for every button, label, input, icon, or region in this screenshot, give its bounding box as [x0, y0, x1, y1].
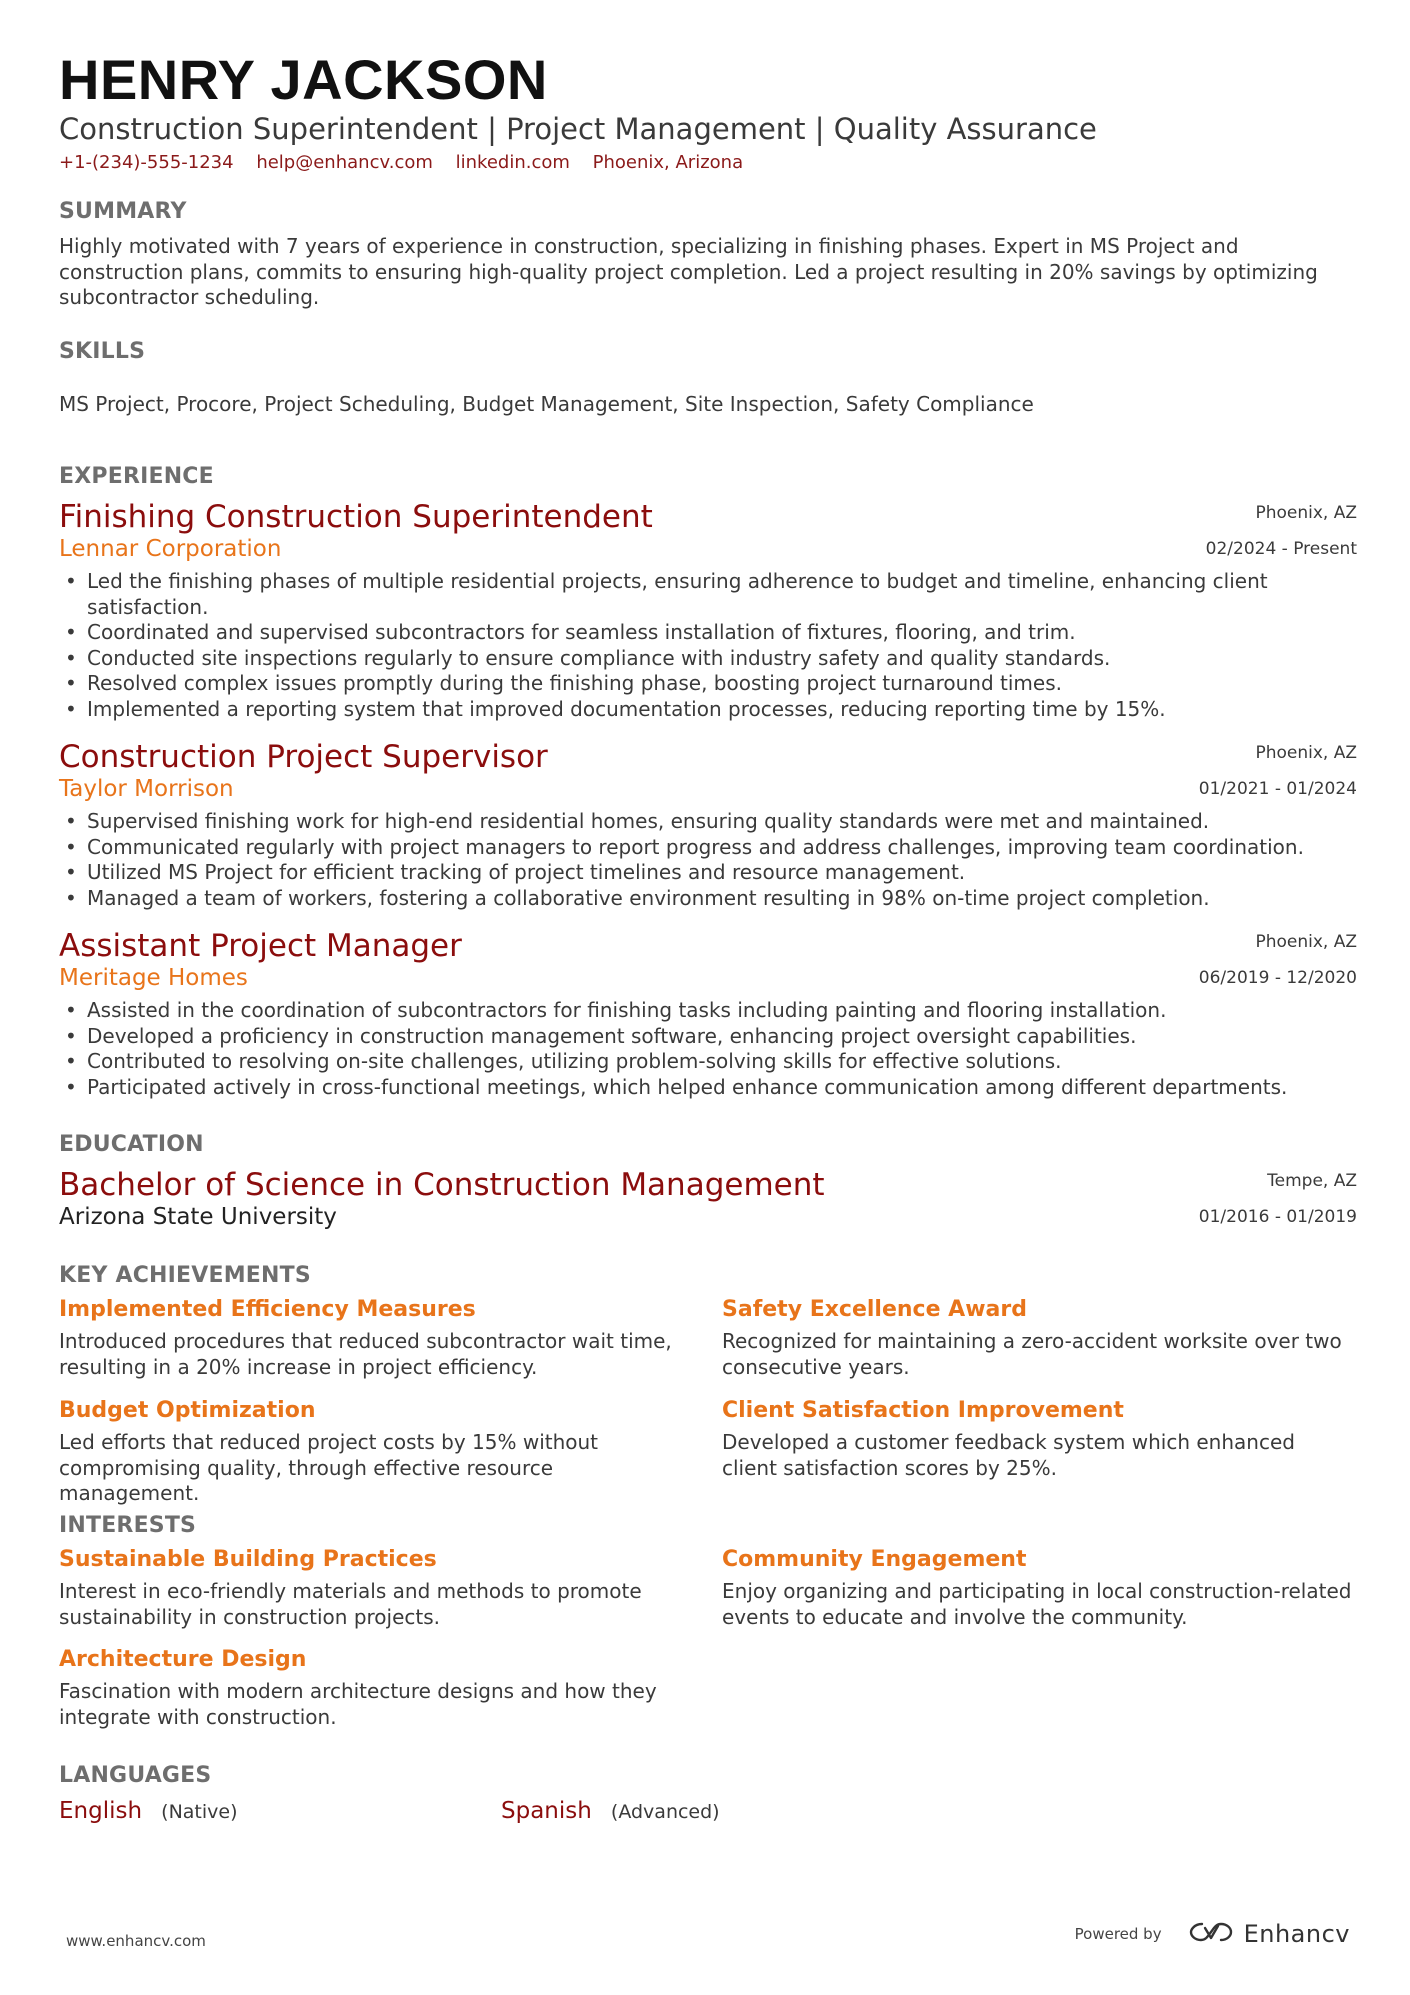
achievements-heading: KEY ACHIEVEMENTS: [59, 1263, 311, 1288]
language-level: (Native): [161, 1801, 238, 1823]
language-name: English: [59, 1798, 143, 1824]
headline: Construction Superintendent | Project Management | Quality Assurance: [59, 112, 1097, 146]
languages-heading: LANGUAGES: [59, 1763, 212, 1788]
interest-item: [722, 1546, 1352, 1630]
candidate-name: HENRY JACKSON: [59, 48, 548, 111]
company-name: Lennar Corporation: [59, 536, 282, 562]
bullet-item: • Participated actively in cross-functional meetings, which helped enhance communication among different departments.: [59, 1075, 1357, 1101]
achievement-desc: Recognized for maintaining a zero-accident worksite over two consecutive years.: [722, 1329, 1342, 1379]
experience-heading: EXPERIENCE: [59, 464, 214, 489]
achievement-title: Budget Optimization: [59, 1398, 316, 1423]
bullet-item: • Assisted in the coordination of subcontractors for finishing tasks including painting and flooring installation.: [59, 998, 1357, 1024]
achievement-item: [722, 1296, 1352, 1380]
achievement-title: Safety Excellence Award: [722, 1297, 1027, 1322]
interest-desc: Enjoy organizing and participating in local construction-related events to educate and involve the community.: [722, 1579, 1352, 1629]
job-dates: 01/2021 - 01/2024: [1198, 779, 1357, 799]
bullet-item: • Led the finishing phases of multiple residential projects, ensuring adherence to budget and timeline, enhancing client satisfaction.: [59, 569, 1357, 620]
job-location: Phoenix, AZ: [1255, 503, 1357, 523]
contact-line: [59, 151, 760, 175]
skills-text: MS Project, Procore, Project Scheduling, Budget Management, Site Inspection, Safety Compliance: [59, 392, 1034, 416]
achievement-title: Client Satisfaction Improvement: [722, 1398, 1124, 1423]
education-entry: [59, 1166, 1357, 1236]
language-item: [59, 1796, 238, 1826]
bullet-item: • Supervised finishing work for high-end residential homes, ensuring quality standards were met and maintained.: [59, 809, 1357, 835]
achievement-desc: Introduced procedures that reduced subcontractor wait time, resulting in a 20% increase in project efficiency.: [59, 1329, 672, 1379]
enhancv-logo-icon: [1188, 1920, 1234, 1948]
interest-title: Architecture Design: [59, 1647, 307, 1672]
company-name: Taylor Morrison: [59, 776, 234, 802]
experience-entry: [59, 498, 1357, 748]
experience-entry: [59, 927, 1357, 1177]
bullet-item: • Coordinated and supervised subcontractors for seamless installation of fixtures, flooring, and trim.: [59, 620, 1357, 646]
achievement-desc: Developed a customer feedback system which enhanced client satisfaction scores by 25%.: [722, 1430, 1295, 1480]
job-bullets: [59, 998, 1357, 1100]
bullet-item: • Utilized MS Project for efficient tracking of project timelines and resource management.: [59, 860, 1357, 886]
language-name: Spanish: [501, 1798, 592, 1824]
bullet-item: • Communicated regularly with project managers to report progress and address challenges, improving team coordination.: [59, 835, 1357, 861]
school-name: Arizona State University: [59, 1204, 337, 1230]
bullet-item: • Implemented a reporting system that improved documentation processes, reducing reporting time by 15%.: [59, 697, 1357, 723]
job-dates: 02/2024 - Present: [1205, 539, 1357, 559]
interest-item: [59, 1546, 689, 1630]
footer-website[interactable]: www.enhancv.com: [66, 1932, 206, 1950]
achievement-item: [59, 1397, 689, 1507]
interest-item: [59, 1646, 689, 1730]
achievement-desc: Led efforts that reduced project costs by 15% without compromising quality, through effective resource management.: [59, 1430, 599, 1505]
job-title: Assistant Project Manager: [59, 928, 462, 964]
interests-heading: INTERESTS: [59, 1513, 197, 1538]
school-dates: 01/2016 - 01/2019: [1198, 1207, 1357, 1227]
summary-heading: SUMMARY: [59, 199, 187, 224]
bullet-item: • Contributed to resolving on-site challenges, utilizing problem-solving skills for effective solutions.: [59, 1049, 1357, 1075]
interest-title: Community Engagement: [722, 1547, 1027, 1572]
interest-desc: Interest in eco-friendly materials and methods to promote sustainability in construction projects.: [59, 1579, 642, 1629]
summary-text: Highly motivated with 7 years of experience in construction, specializing in finishing phases. Expert in MS Project and construction plans, commits to ensuring high-quality project completion. Led a project resulting in 20% savings by optimizing subcontractor scheduling.: [59, 234, 1318, 309]
education-heading: EDUCATION: [59, 1132, 204, 1157]
job-bullets: [59, 569, 1357, 722]
email-link[interactable]: help@enhancv.com: [256, 152, 433, 173]
job-dates: 06/2019 - 12/2020: [1198, 968, 1357, 988]
achievement-item: [722, 1397, 1352, 1481]
powered-by-label: Powered by: [1074, 1925, 1162, 1943]
brand-name: Enhancv: [1243, 1920, 1350, 1948]
location-text: Phoenix, Arizona: [592, 152, 744, 173]
skills-heading: SKILLS: [59, 339, 146, 364]
interest-title: Sustainable Building Practices: [59, 1547, 437, 1572]
bullet-item: • Resolved complex issues promptly during the finishing phase, boosting project turnaround times.: [59, 671, 1357, 697]
achievement-title: Implemented Efficiency Measures: [59, 1297, 476, 1322]
achievement-item: [59, 1296, 689, 1380]
linkedin-link[interactable]: linkedin.com: [455, 152, 570, 173]
bullet-item: • Conducted site inspections regularly to ensure compliance with industry safety and quality standards.: [59, 646, 1357, 672]
interest-desc: Fascination with modern architecture designs and how they integrate with construction.: [59, 1679, 657, 1729]
job-bullets: [59, 809, 1357, 911]
bullet-item: • Managed a team of workers, fostering a collaborative environment resulting in 98% on-time project completion.: [59, 886, 1357, 912]
phone-link[interactable]: +1-(234)-555-1234: [59, 152, 234, 173]
job-title: Construction Project Supervisor: [59, 739, 548, 775]
footer-branding: [1075, 1920, 1350, 1948]
language-level: (Advanced): [610, 1801, 720, 1823]
job-location: Phoenix, AZ: [1255, 743, 1357, 763]
company-name: Meritage Homes: [59, 965, 248, 991]
job-title: Finishing Construction Superintendent: [59, 499, 653, 535]
job-location: Phoenix, AZ: [1255, 932, 1357, 952]
degree-title: Bachelor of Science in Construction Management: [59, 1167, 825, 1203]
bullet-item: • Developed a proficiency in construction management software, enhancing project oversight capabilities.: [59, 1024, 1357, 1050]
school-location: Tempe, AZ: [1267, 1171, 1357, 1191]
language-item: [501, 1796, 720, 1826]
